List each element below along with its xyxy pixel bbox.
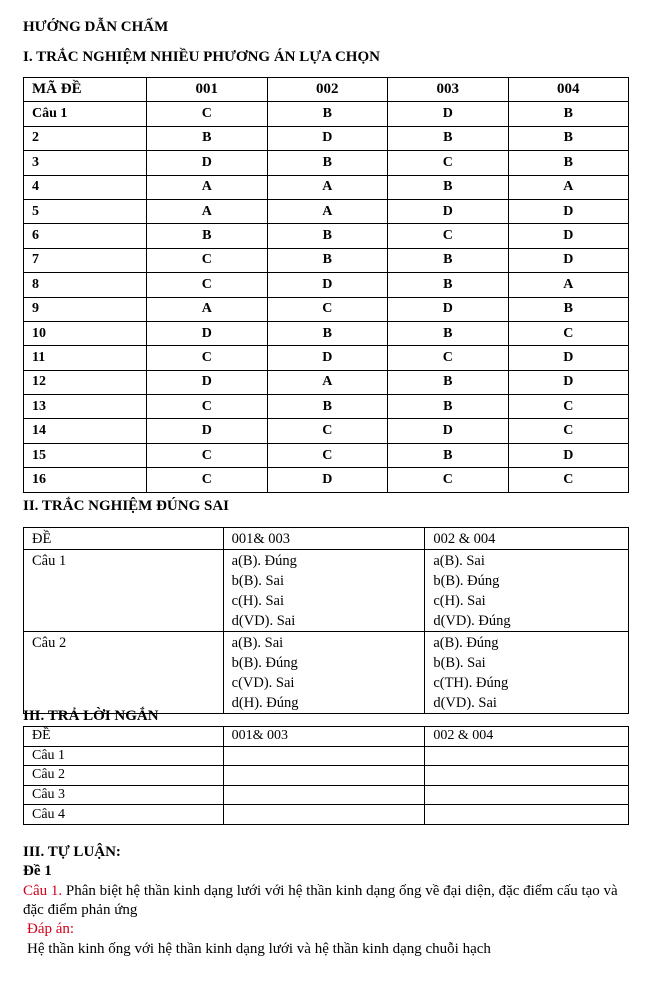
answer-cell: C	[388, 346, 509, 370]
answer-cell: B	[388, 248, 509, 272]
answer-cell	[425, 746, 629, 766]
table-row	[24, 766, 629, 786]
answer-cell	[425, 785, 629, 805]
header-cell: 002	[267, 78, 388, 102]
header-cell: 004	[508, 78, 629, 102]
question-number-cell: 9	[24, 297, 147, 321]
section4-heading: III. TỰ LUẬN:	[23, 844, 121, 860]
answer-cell: D	[267, 273, 388, 297]
answer-cell: C	[147, 102, 268, 126]
document-title: HƯỚNG DẪN CHẤM	[23, 19, 169, 35]
table-row	[24, 370, 629, 394]
question-number-cell: 14	[24, 419, 147, 443]
answer-cell: D	[508, 199, 629, 223]
answer-cell: B	[388, 395, 509, 419]
answer-cell: B	[147, 126, 268, 150]
answer-cell: D	[388, 419, 509, 443]
table-row	[24, 419, 629, 443]
statement-line: d(VD). Sai	[433, 695, 497, 711]
question-number-cell: 12	[24, 370, 147, 394]
answer-cell: B	[267, 102, 388, 126]
section2-heading: II. TRẮC NGHIỆM ĐÚNG SAI	[23, 498, 230, 514]
question-number-cell: 3	[24, 151, 147, 175]
statement-line: a(B). Đúng	[231, 553, 297, 569]
statement-line: c(H). Sai	[433, 593, 486, 609]
essay-question	[23, 882, 623, 920]
question-number-cell: 6	[24, 224, 147, 248]
answer-cell: D	[508, 248, 629, 272]
answer-cell: D	[147, 321, 268, 345]
answer-cell: D	[267, 126, 388, 150]
answer-cell: D	[267, 468, 388, 492]
statement-line: a(B). Sai	[433, 553, 485, 569]
question-label-cell: Câu 2	[24, 632, 224, 714]
table-header-row	[24, 78, 629, 102]
answer-cell: D	[388, 102, 509, 126]
answer-cell: D	[388, 199, 509, 223]
statement-line: a(B). Sai	[231, 635, 284, 651]
table-header-row	[24, 727, 629, 747]
question-number-cell: 5	[24, 199, 147, 223]
answer-cell: B	[267, 321, 388, 345]
table-row	[24, 805, 629, 825]
answer-cell: C	[267, 297, 388, 321]
table-row	[24, 550, 629, 632]
answer-cell: B	[267, 395, 388, 419]
answer-cell: D	[147, 370, 268, 394]
header-cell: ĐỀ	[24, 528, 224, 550]
table-row	[24, 785, 629, 805]
question-label-cell: Câu 4	[24, 805, 224, 825]
answer-cell: B	[508, 126, 629, 150]
statements-cell	[425, 550, 629, 632]
answer-cell: C	[388, 468, 509, 492]
table-row	[24, 443, 629, 467]
table-row	[24, 468, 629, 492]
question-number-cell: 11	[24, 346, 147, 370]
table-row	[24, 321, 629, 345]
statement-line: d(VD). Sai	[231, 613, 296, 629]
answer-cell: C	[147, 273, 268, 297]
table-row	[24, 346, 629, 370]
statement-line: c(TH). Đúng	[433, 675, 509, 691]
table-header-row	[24, 528, 629, 550]
table-row	[24, 151, 629, 175]
answer-cell: D	[508, 346, 629, 370]
answer-cell: B	[508, 102, 629, 126]
answer-cell	[425, 766, 629, 786]
question-number-cell: 8	[24, 273, 147, 297]
answer-cell: A	[147, 297, 268, 321]
answer-label: Đáp án:	[27, 921, 75, 937]
statement-line: c(VD). Sai	[231, 675, 295, 691]
answer-cell: C	[508, 321, 629, 345]
answer-cell: A	[267, 370, 388, 394]
answer-cell: D	[267, 346, 388, 370]
answer-cell: B	[388, 443, 509, 467]
table-row	[24, 297, 629, 321]
answer-cell	[223, 785, 425, 805]
statements-cell	[425, 632, 629, 714]
question-text: Phân biệt hệ thần kinh dạng lưới với hệ thần kinh dạng ống về đại diện, đặc điểm cấu tạo và đặc điểm phản ứng	[23, 883, 618, 918]
answer-cell: A	[147, 175, 268, 199]
answer-cell: B	[388, 321, 509, 345]
table-row	[24, 746, 629, 766]
answer-cell: C	[508, 468, 629, 492]
question-number-cell: 15	[24, 443, 147, 467]
question-number-cell: Câu 1	[24, 102, 147, 126]
answer-cell: D	[147, 419, 268, 443]
question-number-cell: 4	[24, 175, 147, 199]
header-cell: MÃ ĐỀ	[24, 78, 147, 102]
statement-line: d(VD). Đúng	[433, 613, 511, 629]
answer-cell: C	[508, 395, 629, 419]
answer-cell: A	[508, 273, 629, 297]
answer-cell: D	[508, 224, 629, 248]
statement-line: c(H). Sai	[231, 593, 284, 609]
header-cell: 002 & 004	[425, 528, 629, 550]
statement-line: a(B). Đúng	[433, 635, 499, 651]
header-cell: 002 & 004	[425, 727, 629, 747]
table-row	[24, 224, 629, 248]
answer-cell: C	[267, 419, 388, 443]
table-row	[24, 126, 629, 150]
header-cell: 001& 003	[223, 727, 425, 747]
answer-cell: B	[388, 126, 509, 150]
header-cell: 001& 003	[223, 528, 425, 550]
table-row	[24, 199, 629, 223]
statement-line: b(B). Sai	[433, 655, 486, 671]
answer-cell: B	[388, 370, 509, 394]
header-cell: ĐỀ	[24, 727, 224, 747]
statement-line: d(H). Đúng	[231, 695, 299, 711]
statements-cell	[223, 632, 425, 714]
answer-cell: C	[508, 419, 629, 443]
answer-cell: D	[508, 370, 629, 394]
answer-cell: A	[508, 175, 629, 199]
question-label-cell: Câu 3	[24, 785, 224, 805]
answer-cell	[223, 746, 425, 766]
answer-cell: C	[267, 443, 388, 467]
statement-line: b(B). Đúng	[433, 573, 500, 589]
table-row	[24, 273, 629, 297]
answer-cell: A	[267, 175, 388, 199]
statement-line: b(B). Đúng	[231, 655, 298, 671]
question-label-cell: Câu 1	[24, 746, 224, 766]
answer-cell: A	[147, 199, 268, 223]
answer-cell: B	[267, 224, 388, 248]
table-row	[24, 632, 629, 714]
answer-cell: C	[388, 224, 509, 248]
multiple-choice-answer-table	[23, 77, 629, 493]
answer-cell: D	[508, 443, 629, 467]
section3-heading: III. TRẢ LỜI NGẮN	[23, 708, 159, 724]
short-answer-table	[23, 726, 629, 825]
table-row	[24, 248, 629, 272]
answer-cell: C	[147, 395, 268, 419]
answer-cell: B	[508, 151, 629, 175]
table-row	[24, 395, 629, 419]
answer-cell	[223, 766, 425, 786]
section1-heading: I. TRẮC NGHIỆM NHIỀU PHƯƠNG ÁN LỰA CHỌN	[23, 49, 380, 65]
exam-version-label: Đề 1	[23, 863, 52, 879]
answer-cell: B	[388, 175, 509, 199]
table-row	[24, 175, 629, 199]
question-label-cell: Câu 2	[24, 766, 224, 786]
answer-cell	[223, 805, 425, 825]
answer-cell: B	[267, 151, 388, 175]
answer-cell: D	[147, 151, 268, 175]
answer-cell: D	[388, 297, 509, 321]
question-number-cell: 13	[24, 395, 147, 419]
question-number-cell: 2	[24, 126, 147, 150]
answer-cell: C	[147, 346, 268, 370]
question-number-cell: 10	[24, 321, 147, 345]
answer-text: Hệ thần kinh ống với hệ thần kinh dạng lưới và hệ thần kinh dạng chuỗi hạch	[27, 941, 491, 957]
answer-cell: C	[147, 248, 268, 272]
question-number-cell: 7	[24, 248, 147, 272]
answer-cell: B	[147, 224, 268, 248]
answer-cell: B	[508, 297, 629, 321]
answer-cell: B	[388, 273, 509, 297]
answer-cell: C	[388, 151, 509, 175]
question-label: Câu 1.	[23, 883, 63, 899]
table-row	[24, 102, 629, 126]
answer-cell: B	[267, 248, 388, 272]
statement-line: b(B). Sai	[231, 573, 284, 589]
header-cell: 001	[147, 78, 268, 102]
answer-cell	[425, 805, 629, 825]
question-number-cell: 16	[24, 468, 147, 492]
question-label-cell: Câu 1	[24, 550, 224, 632]
true-false-answer-table	[23, 527, 629, 714]
answer-cell: C	[147, 468, 268, 492]
answer-cell: A	[267, 199, 388, 223]
answer-cell: C	[147, 443, 268, 467]
header-cell: 003	[388, 78, 509, 102]
statements-cell	[223, 550, 425, 632]
